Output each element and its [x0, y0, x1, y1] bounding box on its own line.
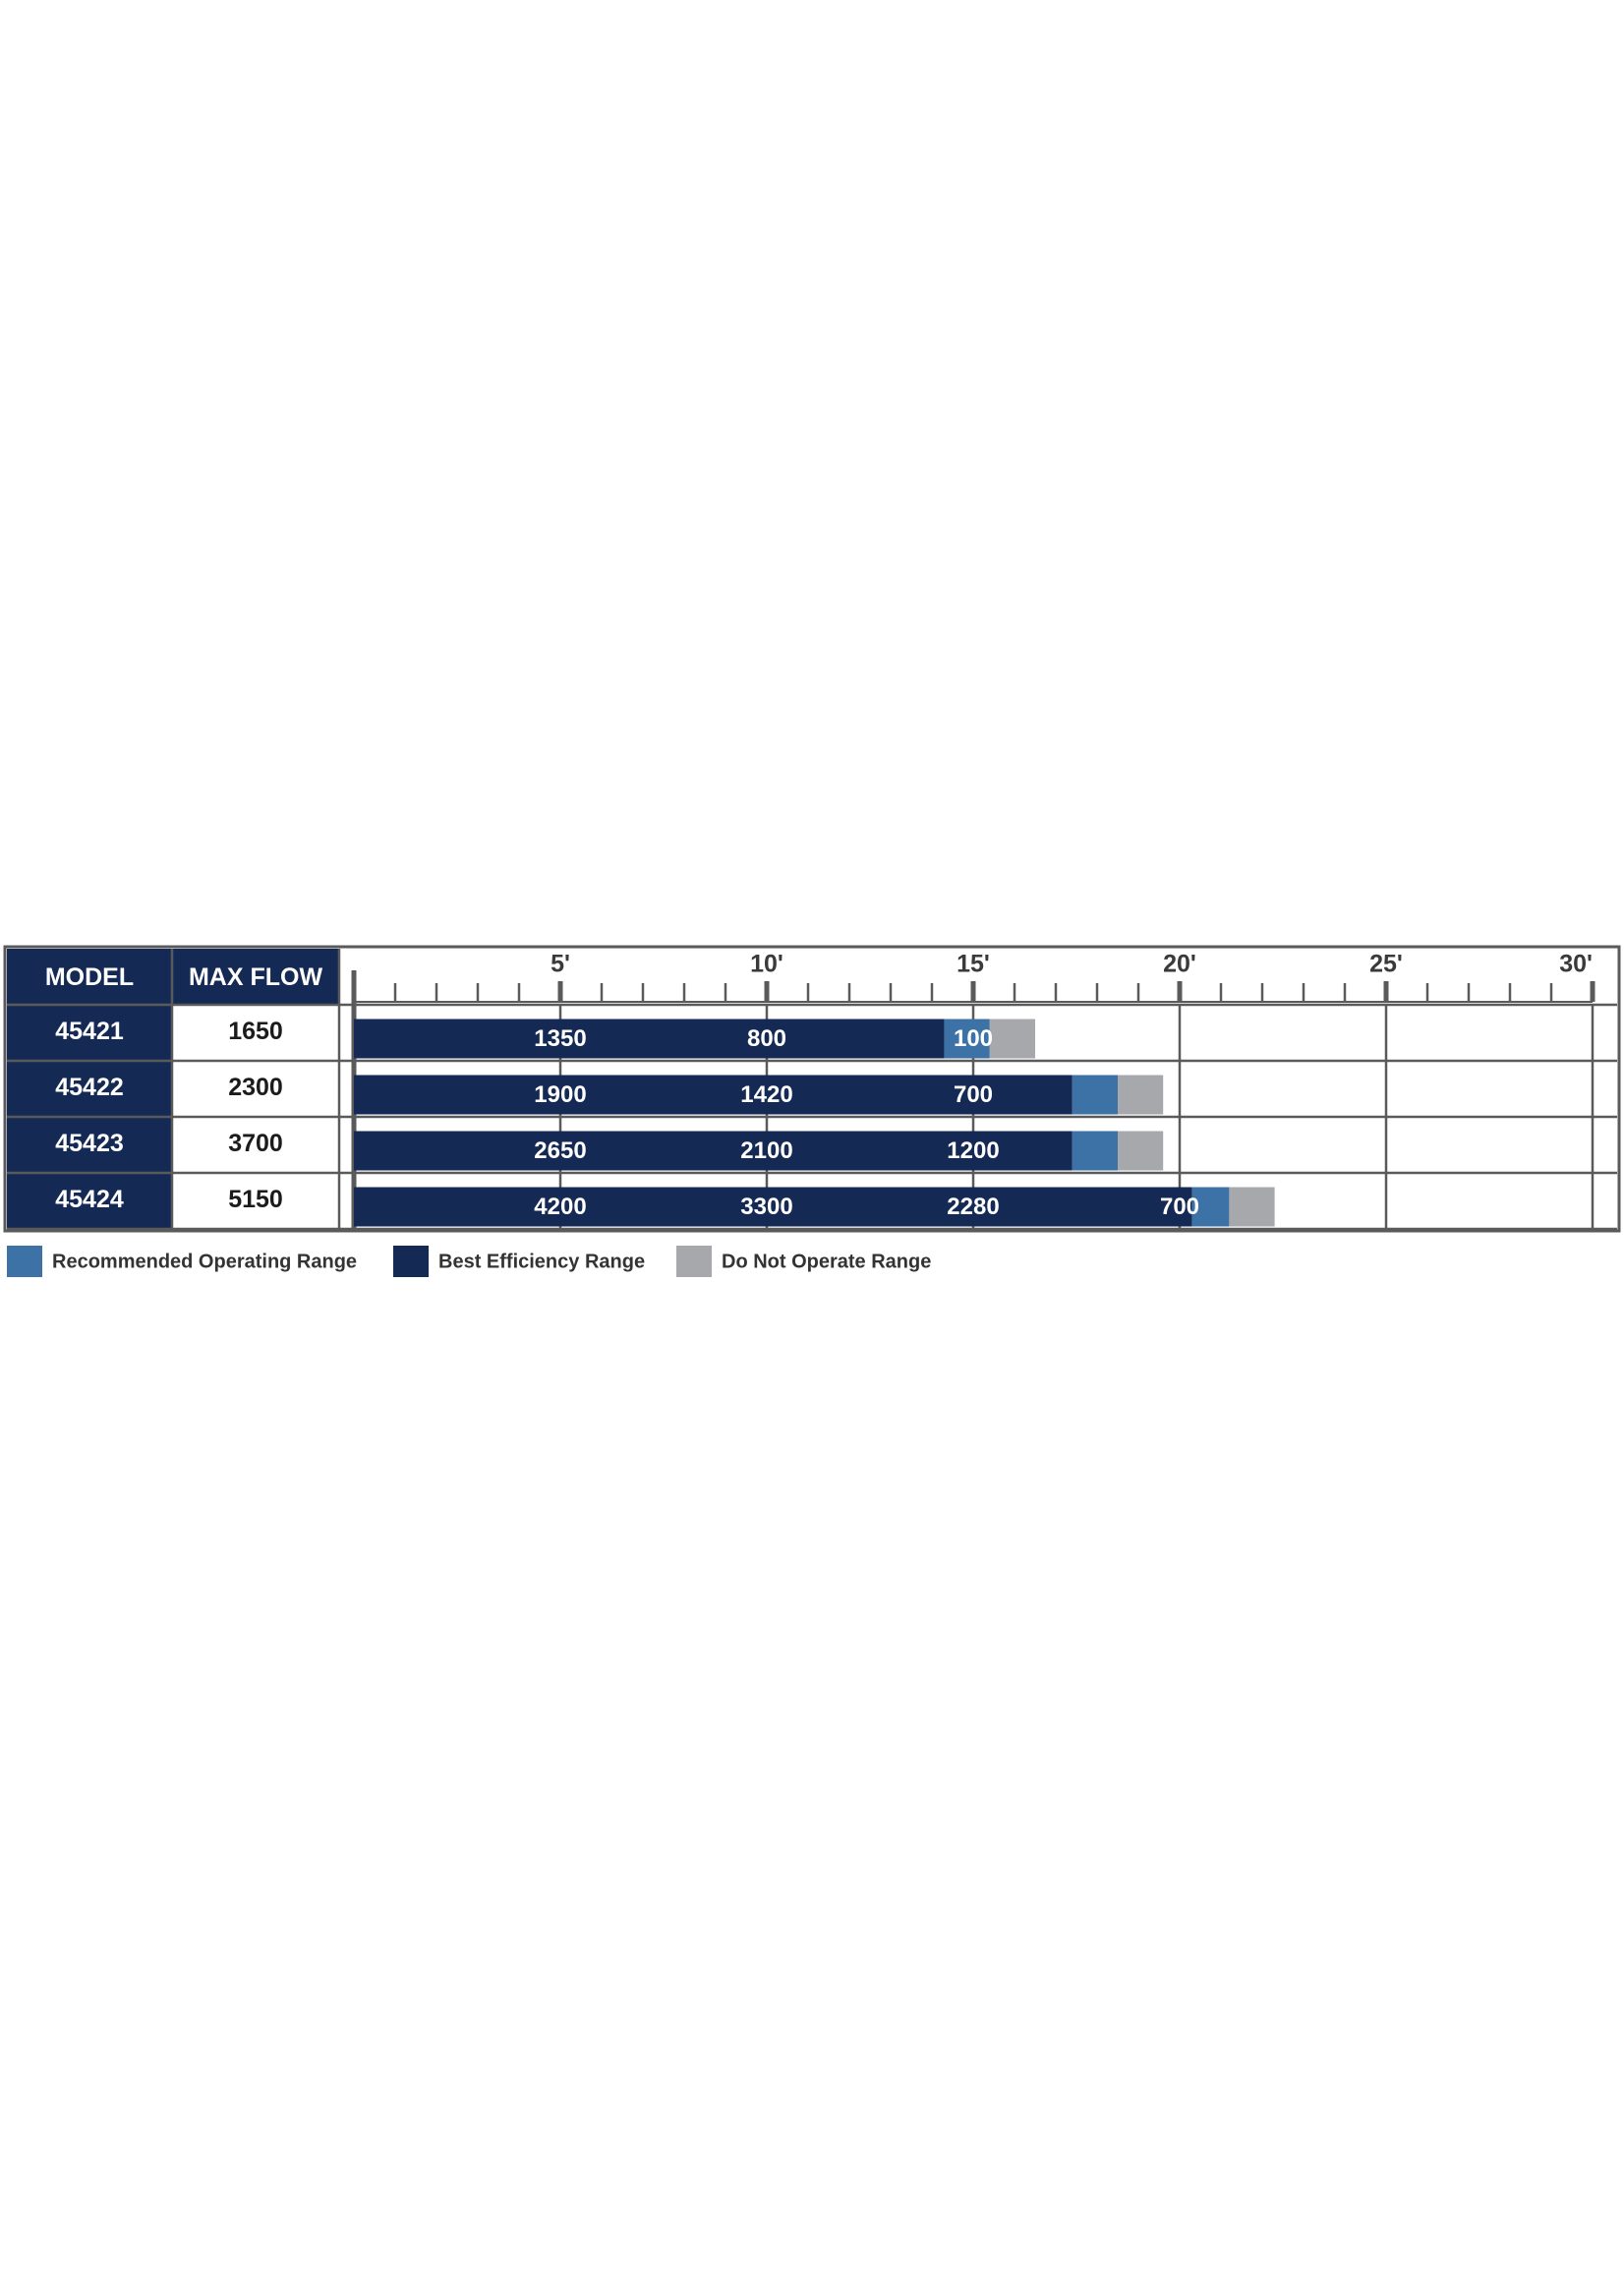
x-tick-label: 25': [1369, 950, 1403, 978]
legend-swatch: [393, 1246, 429, 1277]
bar-value-label: 2100: [740, 1137, 793, 1164]
bar-value-label: 1350: [534, 1024, 587, 1052]
bar-segment: [990, 1020, 1035, 1059]
bar-segment: [354, 1020, 945, 1059]
bar-value-label: 1900: [534, 1080, 587, 1108]
legend-label: Recommended Operating Range: [52, 1251, 358, 1273]
bar-value-label: 700: [953, 1080, 994, 1108]
bar-value-label: 800: [746, 1024, 787, 1052]
header-model: MODEL: [44, 963, 135, 992]
bar-segment: [1118, 1076, 1163, 1115]
x-tick-label: 10': [750, 950, 783, 978]
legend-label: Best Efficiency Range: [438, 1251, 646, 1273]
legend-label: Do Not Operate Range: [722, 1251, 932, 1273]
x-tick-label: 30': [1559, 950, 1593, 978]
bar-value-label: 700: [1159, 1193, 1200, 1220]
bar-value-label: 3300: [740, 1193, 793, 1220]
bar-segment: [1229, 1188, 1274, 1227]
bar-value-label: 1200: [947, 1137, 1000, 1164]
bar-value-label: 2280: [947, 1193, 1000, 1220]
bar-segment: [1118, 1132, 1163, 1171]
bar-value-label: 2650: [534, 1137, 587, 1164]
x-tick-label: 15': [957, 950, 990, 978]
header-max-flow: MAX FLOW: [188, 963, 323, 992]
max-flow-label: 3700: [228, 1130, 283, 1158]
model-label: 45421: [55, 1018, 124, 1046]
max-flow-label: 1650: [228, 1018, 283, 1046]
bar-value-label: 4200: [534, 1193, 587, 1220]
model-label: 45423: [55, 1130, 124, 1158]
legend-swatch: [7, 1246, 42, 1277]
model-label: 45422: [55, 1074, 124, 1102]
bar-segment: [1073, 1076, 1118, 1115]
model-label: 45424: [55, 1186, 124, 1214]
x-tick-label: 20': [1163, 950, 1196, 978]
bar-value-label: 100: [953, 1024, 994, 1052]
pump-performance-chart: [0, 939, 1624, 1312]
max-flow-label: 5150: [228, 1186, 283, 1214]
chart-svg: [0, 939, 1624, 1312]
bar-segment: [1073, 1132, 1118, 1171]
bar-value-label: 1420: [740, 1080, 793, 1108]
x-tick-label: 5': [551, 950, 570, 978]
max-flow-label: 2300: [228, 1074, 283, 1102]
legend-swatch: [676, 1246, 712, 1277]
